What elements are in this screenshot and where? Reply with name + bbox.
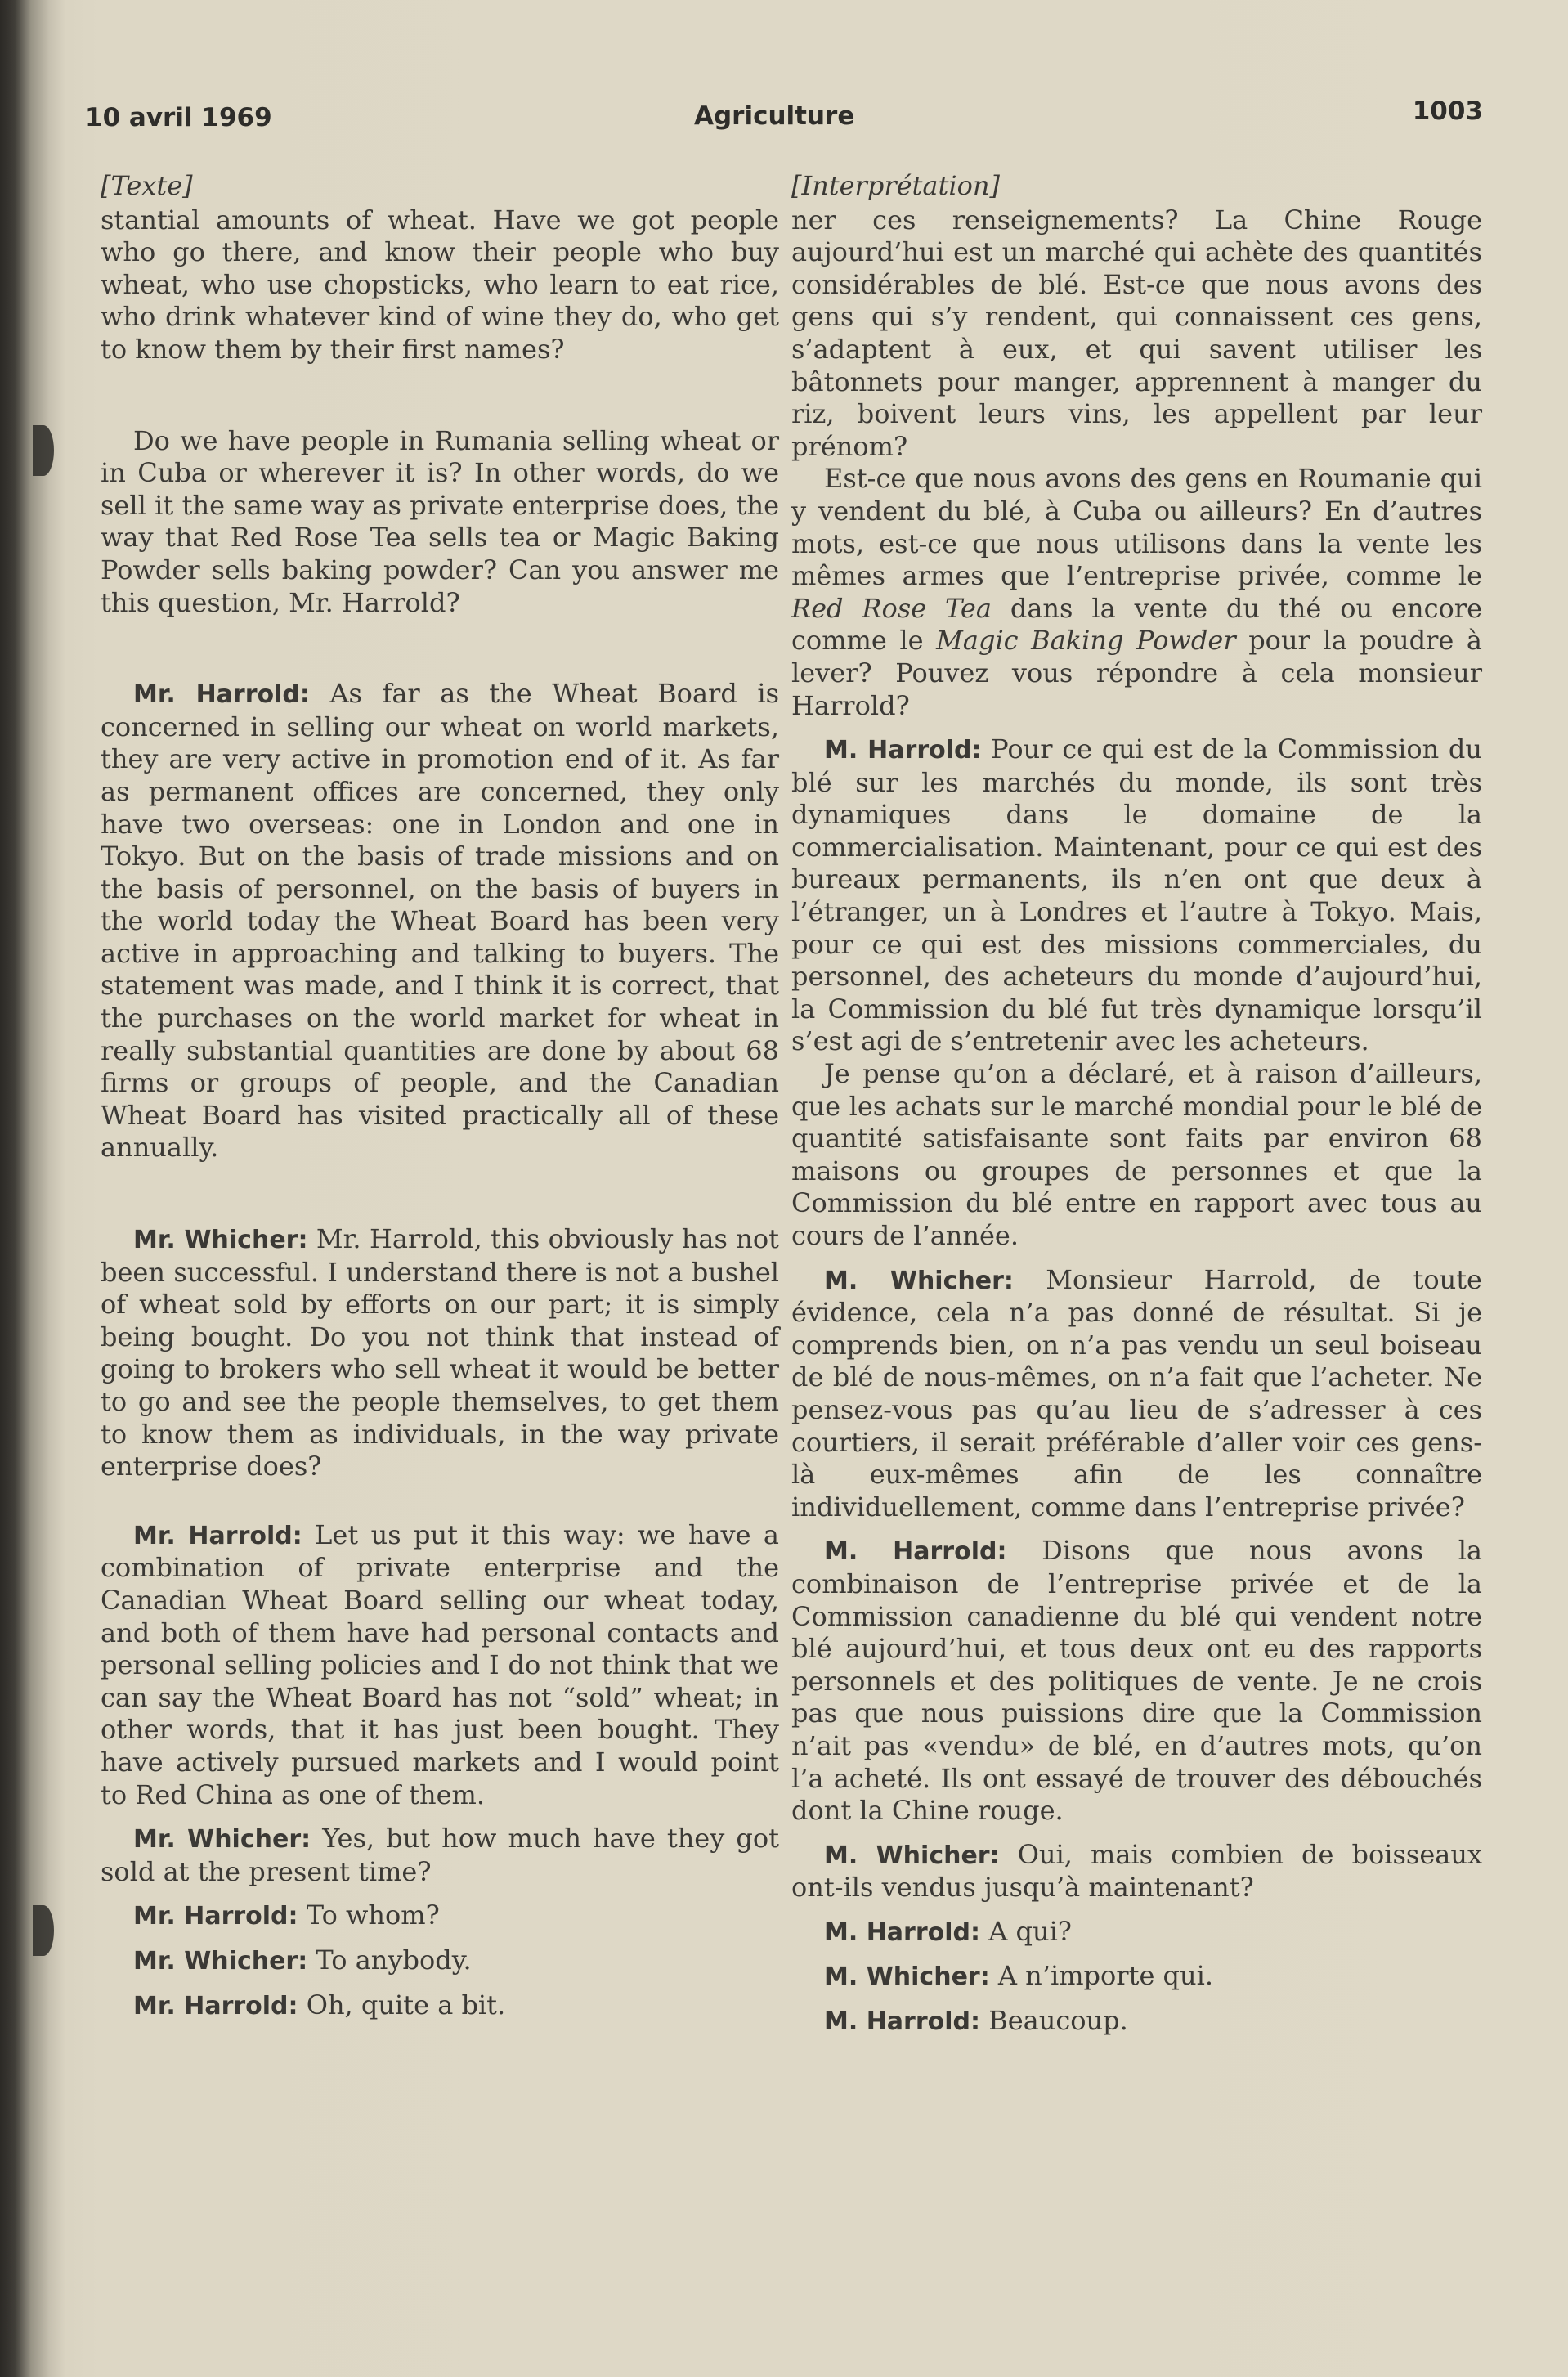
- paragraph-text: Do we have people in Rumania selling wheat or in Cuba or wherever it is? In other words, do we sell it the same way as private enterprise does, the way that Red Rose Tea sells tea or Magic Baking Powder sells baking powder? Can you answer me this question, Mr. Harrold?: [101, 424, 779, 618]
- speaker-name: M. Whicher:: [824, 1266, 1014, 1295]
- paragraph: [101, 1823, 779, 1888]
- paragraph: [791, 2005, 1482, 2038]
- paragraph-text: ner ces renseignements? La Chine Rouge aujourd’hui est un marché qui achète des quantités considérables de blé. Est-ce que nous avons des gens qui s’y rendent, qui connaissent ces gens, s’adaptent à eux, et qui savent utiliser les bâtonnets pour manger, apprennent à manger du riz, boivent leurs vins, les appellent par leur prénom?: [791, 204, 1482, 462]
- paragraph-text: dans la vente du thé ou encore comme le: [791, 592, 1483, 657]
- page-header: [85, 96, 1483, 137]
- paragraph: [791, 1058, 1482, 1253]
- paragraph-text: To whom?: [306, 1899, 440, 1931]
- speaker-name: Mr. Whicher:: [133, 1825, 311, 1855]
- speaker-name: Mr. Harrold:: [133, 1902, 298, 1931]
- paragraph: [101, 425, 779, 620]
- paragraph-text: Beaucoup.: [988, 2005, 1128, 2037]
- paragraph: [791, 1264, 1482, 1524]
- paragraph-text: Oui, mais combien de boisseaux ont-ils vendus jusqu’à maintenant?: [791, 1838, 1483, 1904]
- speaker-name: M. Harrold:: [824, 736, 982, 765]
- brand-name: Magic Baking Powder: [936, 625, 1236, 657]
- paragraph-text: Oh, quite a bit.: [306, 1989, 506, 2020]
- paragraph: [101, 1519, 779, 1811]
- header-date: 10 avril 1969: [85, 103, 272, 132]
- speaker-name: Mr. Harrold:: [133, 1521, 302, 1550]
- column-label-texte: [Texte]: [101, 170, 193, 201]
- paragraph: [101, 1989, 779, 2023]
- paragraph: [101, 1223, 779, 1483]
- paragraph-text: Pour ce qui est de la Commission du blé sur les marchés du monde, ils sont très dynamiques dans le domaine de la commercialisation. Maintenant, pour ce qui est des bureaux permanents, ils n’en ont que deux à l’étranger, un à Londres et l’autre à Tokyo. Mais, pour ce qui est des missions commerciales, du personnel, des acheteurs du monde d’aujourd’hui, la Commission du blé fut très dynamique lorsqu’il s’est agi de s’entretenir avec les acheteurs.: [791, 733, 1482, 1057]
- paragraph-text: A qui?: [988, 1915, 1072, 1947]
- speaker-name: Mr. Harrold:: [133, 1991, 298, 2020]
- speaker-name: M. Whicher:: [824, 1962, 990, 1992]
- header-section-title: Agriculture: [694, 101, 855, 131]
- paragraph: [791, 1960, 1482, 1994]
- paragraph-text: Mr. Harrold, this obviously has not been successful. I understand there is not a bushel of wheat sold by efforts on our part; it is simply being bought. Do you not think that instead of going to brokers who sell wheat it would be better to go and see the people themselves, to get them to know them as individuals, in the way private enterprise does?: [101, 1223, 779, 1482]
- speaker-name: Mr. Whicher:: [133, 1226, 308, 1255]
- paragraph-text: Disons que nous avons la combinaison de l’entreprise privée et de la Commission canadienne du blé qui vendent notre blé aujourd’hui, et tous deux ont eu des rapports personnels et des politiques de vente. Je ne crois pas que nous puissions dire que la Commission n’ait pas «vendu» de blé, en d’autres mots, qu’on l’a acheté. Ils ont essayé de trouver des débouchés dont la Chine rouge.: [791, 1535, 1482, 1827]
- paragraph: [101, 1944, 779, 1978]
- paragraph-text: Est-ce que nous avons des gens en Roumanie qui y vendent du blé, à Cuba ou ailleurs? En d’autres mots, est-ce que nous utilisons dans la vente les mêmes armes que l’entreprise privée, comme le: [791, 463, 1482, 592]
- paragraph-text: Yes, but how much have they got sold at the present time?: [101, 1823, 779, 1887]
- speaker-name: M. Harrold:: [824, 1917, 981, 1947]
- paragraph-text: pour la poudre à lever? Pouvez vous répondre à cela monsieur Harrold?: [791, 625, 1483, 721]
- paragraph: [101, 204, 779, 366]
- speaker-name: M. Harrold:: [824, 1537, 1007, 1567]
- paragraph: [791, 1839, 1482, 1904]
- brand-name: Red Rose Tea: [791, 592, 992, 624]
- paragraph: [791, 463, 1482, 722]
- binding-shadow: [0, 0, 65, 2377]
- paragraph: [101, 678, 779, 1164]
- binder-hole-top: [33, 425, 54, 476]
- english-column: [101, 170, 779, 2022]
- paragraph-text: Monsieur Harrold, de toute évidence, cela n’a pas donné de résultat. Si je comprends bien, on n’a pas vendu un seul boiseau de blé de nous-mêmes, on n’a fait que l’acheter. Ne pensez-vous pas qu’au lieu de s’adresser à ces courtiers, il serait préférable d’aller voir ces gens-là eux-mêmes afin de les connaître individuellement, comme dans l’entreprise privée?: [791, 1263, 1482, 1523]
- paragraph-text: Je pense qu’on a déclaré, et à raison d’ailleurs, que les achats sur le marché mondial pour le blé de quantité satisfaisante sont faits par environ 68 maisons ou groupes de personnes et que la Commission du blé entre en rapport avec tous au cours de l’année.: [791, 1058, 1482, 1251]
- binder-hole-bottom: [33, 1905, 54, 1956]
- paragraph: [791, 1535, 1482, 1827]
- speaker-name: M. Whicher:: [824, 1841, 1000, 1870]
- speaker-name: Mr. Whicher:: [133, 1946, 308, 1976]
- paragraph: [101, 1899, 779, 1933]
- paragraph: [791, 1916, 1482, 1949]
- header-page-number: 1003: [1412, 96, 1483, 126]
- column-label-interpretation: [Interprétation]: [791, 170, 1000, 201]
- french-column: [791, 170, 1482, 2038]
- paragraph: [791, 733, 1482, 1058]
- paragraph-text: stantial amounts of wheat. Have we got people who go there, and know their people who buy wheat, who use chopsticks, who learn to eat rice, who drink whatever kind of wine they do, who get to know them by their first names?: [101, 204, 779, 365]
- paragraph-text: Let us put it this way: we have a combination of private enterprise and the Canadian Wheat Board selling our wheat today, and both of them have had personal contacts and personal selling policies and I do not think that we can say the Wheat Board has not “sold” wheat; in other words, that it has just been bought. They have actively pursued markets and I would point to Red China as one of them.: [101, 1518, 780, 1810]
- paragraph-text: A n’importe qui.: [997, 1960, 1214, 1992]
- speaker-name: M. Harrold:: [824, 2007, 981, 2037]
- paragraph-text: To anybody.: [316, 1944, 472, 1976]
- speaker-name: Mr. Harrold:: [133, 680, 310, 710]
- paragraph-text: As far as the Wheat Board is concerned in selling our wheat on world markets, they are very active in promotion end of it. As far as permanent offices are concerned, they only have two overseas: one in London and one in Tokyo. But on the basis of trade missions and on the basis of personnel, on the basis of buyers in the world today the Wheat Board has been very active in approaching and talking to buyers. The statement was made, and I think it is correct, that the purchases on the world market for wheat in really substantial quantities are done by about 68 firms or groups of people, and the Canadian Wheat Board has visited practically all of these annually.: [101, 678, 779, 1164]
- paragraph: [791, 204, 1482, 464]
